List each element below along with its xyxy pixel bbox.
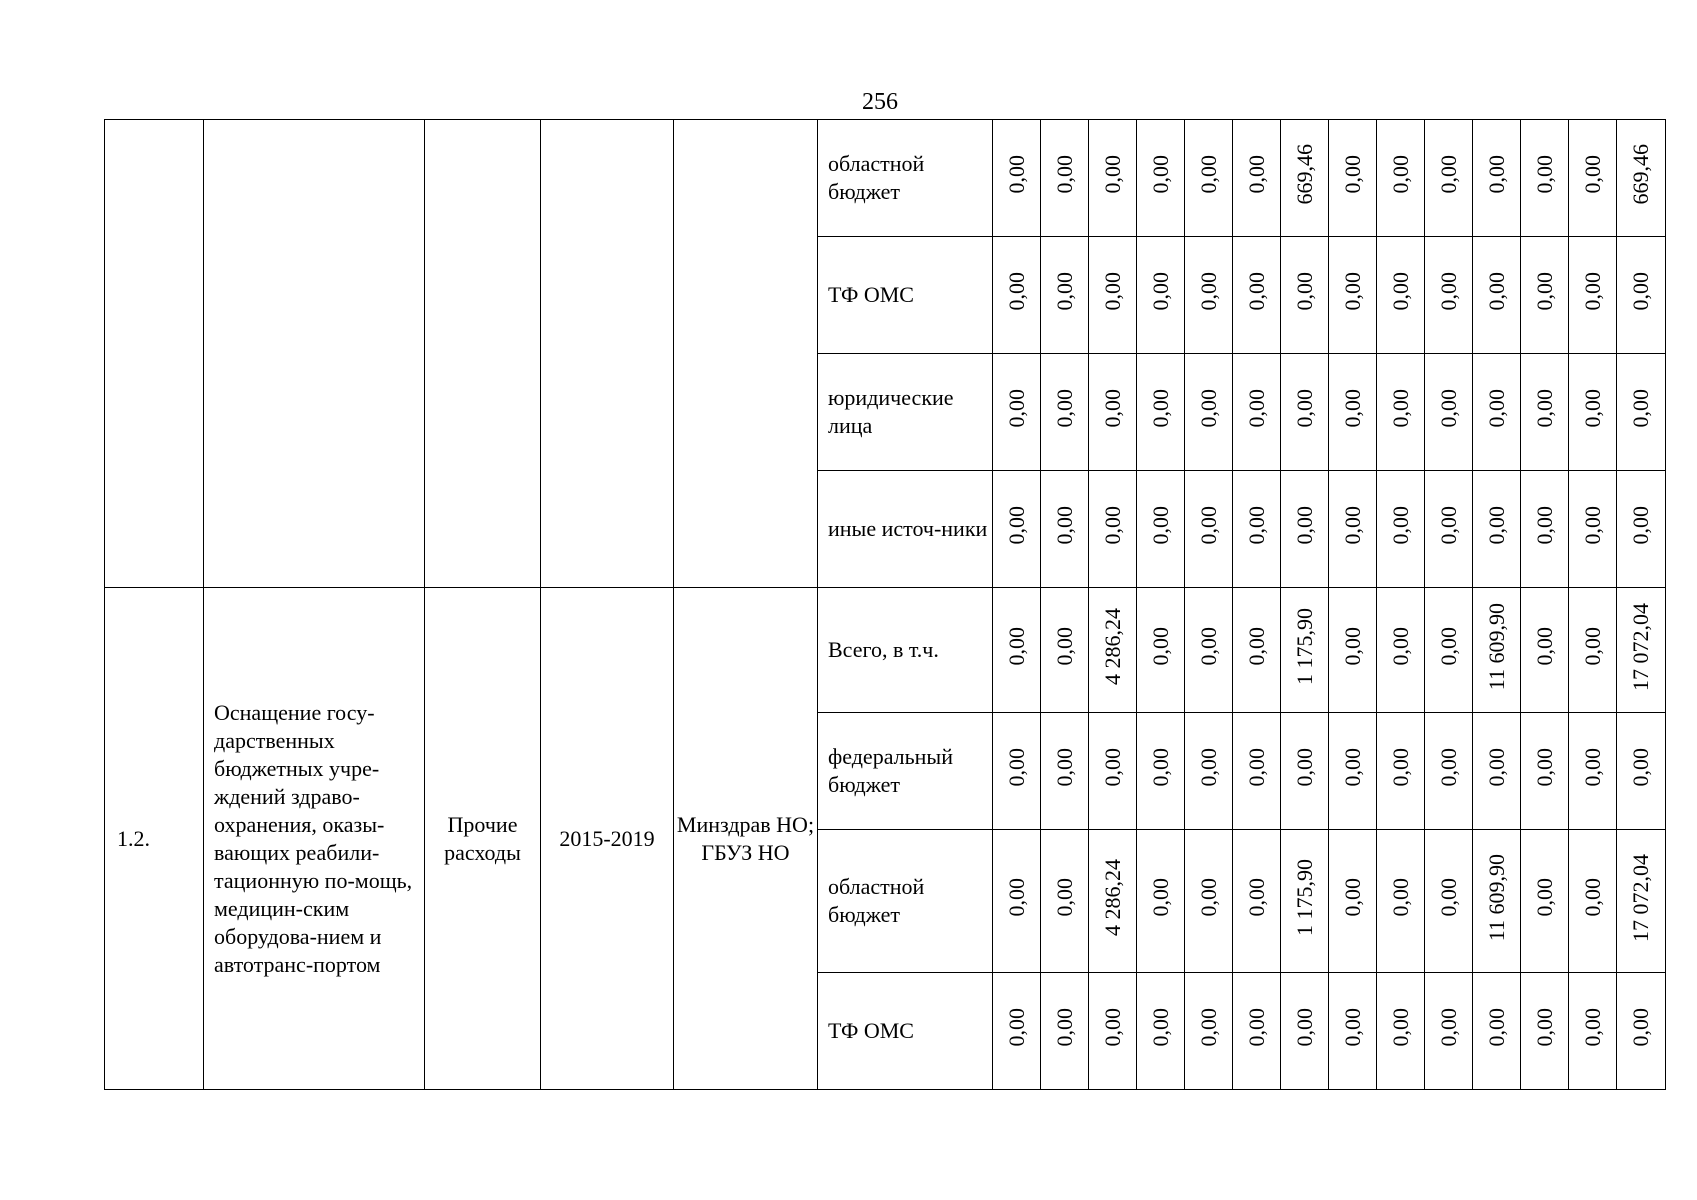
value-cell (1569, 973, 1617, 1090)
value-cell (1329, 354, 1377, 471)
value-cell (1185, 713, 1233, 830)
value-text: 0,00 (1435, 506, 1461, 545)
value-cell (1185, 471, 1233, 588)
value-text: 0,00 (1435, 155, 1461, 194)
value-cell (1137, 120, 1185, 237)
value-cell (1521, 471, 1569, 588)
value-text: 11 609,90 (1483, 602, 1509, 691)
value-cell (1569, 471, 1617, 588)
funding-source-cell: ТФ ОМС (818, 973, 993, 1090)
value-text: 0,00 (1483, 155, 1509, 194)
value-cell (1281, 588, 1329, 713)
value-text: 0,00 (1099, 155, 1125, 194)
value-text: 0,00 (1483, 1008, 1509, 1047)
value-cell (1233, 830, 1281, 973)
value-text: 0,00 (1003, 389, 1029, 428)
value-text: 4 286,24 (1099, 859, 1125, 936)
value-text: 0,00 (1339, 272, 1365, 311)
value-cell (1569, 354, 1617, 471)
value-text: 0,00 (1483, 506, 1509, 545)
value-text: 0,00 (1291, 272, 1317, 311)
value-cell (1569, 830, 1617, 973)
value-cell (1569, 588, 1617, 713)
value-text: 0,00 (1003, 748, 1029, 787)
value-text: 0,00 (1435, 748, 1461, 787)
value-cell (1425, 588, 1473, 713)
value-cell (1425, 237, 1473, 354)
value-cell (1329, 973, 1377, 1090)
value-text: 0,00 (1387, 272, 1413, 311)
value-text: 0,00 (1147, 748, 1173, 787)
table-body (105, 120, 1666, 1090)
value-text: 0,00 (1003, 506, 1029, 545)
value-cell (1473, 237, 1521, 354)
value-text: 0,00 (1003, 1008, 1029, 1047)
value-text: 0,00 (1531, 878, 1557, 917)
value-text: 0,00 (1483, 748, 1509, 787)
value-cell (993, 588, 1041, 713)
value-text: 0,00 (1628, 506, 1653, 545)
value-text: 0,00 (1147, 1008, 1173, 1047)
value-cell (1137, 973, 1185, 1090)
value-cell (1617, 973, 1666, 1090)
value-text: 0,00 (1195, 627, 1221, 666)
value-cell (1041, 588, 1089, 713)
value-cell (1473, 588, 1521, 713)
value-text: 0,00 (1051, 389, 1077, 428)
value-text: 0,00 (1099, 272, 1125, 311)
value-text: 0,00 (1339, 389, 1365, 428)
value-text: 0,00 (1099, 389, 1125, 428)
table-row (105, 588, 1666, 713)
value-text: 0,00 (1387, 389, 1413, 428)
value-text: 0,00 (1387, 748, 1413, 787)
value-cell (1569, 237, 1617, 354)
value-text: 0,00 (1579, 1008, 1605, 1047)
value-text: 0,00 (1003, 272, 1029, 311)
measure-name-cell (204, 120, 425, 588)
value-cell (993, 713, 1041, 830)
value-text: 0,00 (1291, 748, 1317, 787)
value-cell (1617, 830, 1666, 973)
value-text: 0,00 (1339, 506, 1365, 545)
value-text: 0,00 (1483, 389, 1509, 428)
value-cell (1281, 237, 1329, 354)
value-text: 0,00 (1051, 627, 1077, 666)
value-text: 0,00 (1531, 272, 1557, 311)
value-text: 0,00 (1147, 155, 1173, 194)
value-cell (1233, 471, 1281, 588)
value-text: 0,00 (1579, 878, 1605, 917)
funding-source-cell: областной бюджет (818, 120, 993, 237)
value-cell (1569, 713, 1617, 830)
value-text: 0,00 (1339, 748, 1365, 787)
value-cell (1377, 354, 1425, 471)
expense-type-cell: Прочие расходы (425, 588, 541, 1090)
value-cell (1137, 588, 1185, 713)
value-cell (1473, 471, 1521, 588)
value-cell (1041, 471, 1089, 588)
value-cell (993, 120, 1041, 237)
value-cell (1041, 713, 1089, 830)
value-text: 17 072,04 (1628, 853, 1653, 942)
value-cell (1329, 120, 1377, 237)
value-text: 0,00 (1435, 389, 1461, 428)
value-text: 0,00 (1051, 155, 1077, 194)
value-text: 0,00 (1147, 878, 1173, 917)
value-text: 0,00 (1195, 878, 1221, 917)
value-cell (1473, 120, 1521, 237)
value-cell (1521, 713, 1569, 830)
value-text: 0,00 (1195, 1008, 1221, 1047)
item-number-cell (105, 588, 204, 1090)
value-text: 0,00 (1339, 878, 1365, 917)
value-cell (1137, 830, 1185, 973)
value-cell (1137, 354, 1185, 471)
value-text: 0,00 (1291, 389, 1317, 428)
value-cell (1185, 830, 1233, 973)
executor-cell (674, 120, 818, 588)
value-text: 0,00 (1243, 878, 1269, 917)
value-text: 0,00 (1051, 506, 1077, 545)
value-text: 0,00 (1579, 272, 1605, 311)
value-text: 0,00 (1003, 878, 1029, 917)
item-number-cell (105, 120, 204, 588)
value-cell (1425, 973, 1473, 1090)
value-cell (1137, 471, 1185, 588)
value-cell (1521, 354, 1569, 471)
value-text: 0,00 (1243, 389, 1269, 428)
value-cell (1329, 237, 1377, 354)
item-number: 1.2. (117, 825, 150, 851)
value-cell (1281, 713, 1329, 830)
value-cell (1377, 471, 1425, 588)
funding-source-cell: юридические лица (818, 354, 993, 471)
value-cell (993, 354, 1041, 471)
value-cell (1041, 830, 1089, 973)
value-cell (1185, 973, 1233, 1090)
value-text: 0,00 (1243, 627, 1269, 666)
value-cell (1185, 237, 1233, 354)
budget-table (104, 119, 1666, 1090)
period-cell (541, 120, 674, 588)
value-text: 0,00 (1243, 1008, 1269, 1047)
value-cell (1233, 973, 1281, 1090)
value-text: 0,00 (1387, 627, 1413, 666)
value-text: 0,00 (1195, 272, 1221, 311)
value-cell (1089, 354, 1137, 471)
value-text: 0,00 (1531, 506, 1557, 545)
value-text: 0,00 (1579, 506, 1605, 545)
funding-source-cell: областной бюджет (818, 830, 993, 973)
value-text: 0,00 (1147, 272, 1173, 311)
value-cell (1425, 120, 1473, 237)
value-cell (1377, 588, 1425, 713)
value-text: 0,00 (1195, 506, 1221, 545)
value-cell (1617, 588, 1666, 713)
value-cell (1233, 120, 1281, 237)
value-text: 0,00 (1243, 748, 1269, 787)
value-cell (1617, 120, 1666, 237)
value-cell (993, 830, 1041, 973)
value-text: 0,00 (1195, 748, 1221, 787)
value-cell (1521, 588, 1569, 713)
value-cell (1425, 830, 1473, 973)
value-cell (1041, 354, 1089, 471)
value-text: 0,00 (1531, 1008, 1557, 1047)
value-text: 0,00 (1099, 1008, 1125, 1047)
value-cell (1329, 471, 1377, 588)
value-text: 0,00 (1531, 627, 1557, 666)
value-text: 669,46 (1628, 144, 1653, 205)
value-text: 0,00 (1387, 1008, 1413, 1047)
value-text: 0,00 (1628, 389, 1653, 428)
value-cell (1377, 237, 1425, 354)
value-cell (993, 973, 1041, 1090)
value-cell (1329, 713, 1377, 830)
value-text: 17 072,04 (1628, 602, 1653, 691)
value-text: 0,00 (1579, 155, 1605, 194)
value-text: 0,00 (1243, 155, 1269, 194)
value-cell (1521, 973, 1569, 1090)
value-text: 0,00 (1291, 506, 1317, 545)
value-cell (1041, 120, 1089, 237)
value-text: 0,00 (1531, 389, 1557, 428)
value-text: 0,00 (1628, 748, 1653, 787)
executor-cell: Минздрав НО; ГБУЗ НО (674, 588, 818, 1090)
value-cell (1281, 973, 1329, 1090)
value-text: 0,00 (1051, 878, 1077, 917)
page-number: 256 (862, 89, 898, 115)
value-cell (1089, 120, 1137, 237)
value-cell (1425, 354, 1473, 471)
value-text: 0,00 (1435, 627, 1461, 666)
value-cell (1617, 713, 1666, 830)
value-cell (1329, 830, 1377, 973)
value-text: 0,00 (1387, 506, 1413, 545)
value-cell (1233, 588, 1281, 713)
value-text: 0,00 (1003, 627, 1029, 666)
value-cell (1089, 830, 1137, 973)
value-text: 0,00 (1531, 748, 1557, 787)
value-cell (1041, 973, 1089, 1090)
value-cell (1473, 713, 1521, 830)
value-cell (1137, 237, 1185, 354)
value-text: 0,00 (1243, 272, 1269, 311)
value-text: 0,00 (1003, 155, 1029, 194)
value-text: 0,00 (1628, 272, 1653, 311)
value-text: 0,00 (1435, 878, 1461, 917)
value-cell (1521, 237, 1569, 354)
value-cell (1521, 120, 1569, 237)
value-text: 11 609,90 (1483, 853, 1509, 942)
value-text: 0,00 (1051, 748, 1077, 787)
value-cell (1329, 588, 1377, 713)
value-text: 0,00 (1387, 155, 1413, 194)
value-cell (1041, 237, 1089, 354)
value-cell (1617, 471, 1666, 588)
value-cell (1425, 713, 1473, 830)
value-cell (1473, 830, 1521, 973)
value-text: 0,00 (1531, 155, 1557, 194)
value-cell (1377, 830, 1425, 973)
value-text: 0,00 (1147, 389, 1173, 428)
value-cell (1377, 973, 1425, 1090)
value-text: 0,00 (1339, 155, 1365, 194)
value-cell (1185, 588, 1233, 713)
value-cell (1521, 830, 1569, 973)
funding-source-cell: иные источ-ники (818, 471, 993, 588)
funding-source-cell: Всего, в т.ч. (818, 588, 993, 713)
value-text: 0,00 (1435, 1008, 1461, 1047)
value-text: 0,00 (1339, 1008, 1365, 1047)
value-text: 1 175,90 (1291, 608, 1317, 685)
value-cell (1617, 237, 1666, 354)
value-cell (1473, 973, 1521, 1090)
funding-source-cell: федеральный бюджет (818, 713, 993, 830)
value-text: 0,00 (1483, 272, 1509, 311)
value-text: 0,00 (1243, 506, 1269, 545)
value-cell (1233, 237, 1281, 354)
value-text: 0,00 (1099, 748, 1125, 787)
value-cell (1281, 120, 1329, 237)
value-cell (1185, 120, 1233, 237)
value-cell (1089, 713, 1137, 830)
value-text: 0,00 (1195, 389, 1221, 428)
value-text: 0,00 (1435, 272, 1461, 311)
value-cell (1089, 471, 1137, 588)
value-text: 0,00 (1579, 748, 1605, 787)
value-text: 0,00 (1147, 506, 1173, 545)
value-text: 0,00 (1051, 272, 1077, 311)
period-cell: 2015-2019 (541, 588, 674, 1090)
value-cell (1377, 713, 1425, 830)
measure-name-cell: Оснащение госу-дарственных бюджетных учре-ждений здраво-охранения, оказы-вающих реабили-тационную по-мощь, медицин-ским оборудова-нием и автотранс-портом (204, 588, 425, 1090)
value-text: 0,00 (1195, 155, 1221, 194)
value-cell (1473, 354, 1521, 471)
value-cell (1617, 354, 1666, 471)
value-cell (1425, 471, 1473, 588)
value-text: 1 175,90 (1291, 859, 1317, 936)
value-cell (993, 471, 1041, 588)
value-cell (1377, 120, 1425, 237)
expense-type-cell (425, 120, 541, 588)
value-cell (1089, 588, 1137, 713)
value-cell (1089, 973, 1137, 1090)
value-text: 4 286,24 (1099, 608, 1125, 685)
value-text: 0,00 (1099, 506, 1125, 545)
value-text: 0,00 (1291, 1008, 1317, 1047)
value-cell (1185, 354, 1233, 471)
value-text: 0,00 (1579, 389, 1605, 428)
value-cell (1233, 713, 1281, 830)
value-cell (1281, 354, 1329, 471)
value-cell (1281, 830, 1329, 973)
value-cell (993, 237, 1041, 354)
funding-source-cell: ТФ ОМС (818, 237, 993, 354)
table-row (105, 120, 1666, 237)
value-text: 0,00 (1051, 1008, 1077, 1047)
value-cell (1137, 713, 1185, 830)
value-cell (1089, 237, 1137, 354)
value-cell (1569, 120, 1617, 237)
value-text: 0,00 (1387, 878, 1413, 917)
value-text: 0,00 (1579, 627, 1605, 666)
value-text: 0,00 (1339, 627, 1365, 666)
value-text: 0,00 (1628, 1008, 1653, 1047)
value-cell (1233, 354, 1281, 471)
value-cell (1281, 471, 1329, 588)
value-text: 669,46 (1291, 144, 1317, 205)
value-text: 0,00 (1147, 627, 1173, 666)
